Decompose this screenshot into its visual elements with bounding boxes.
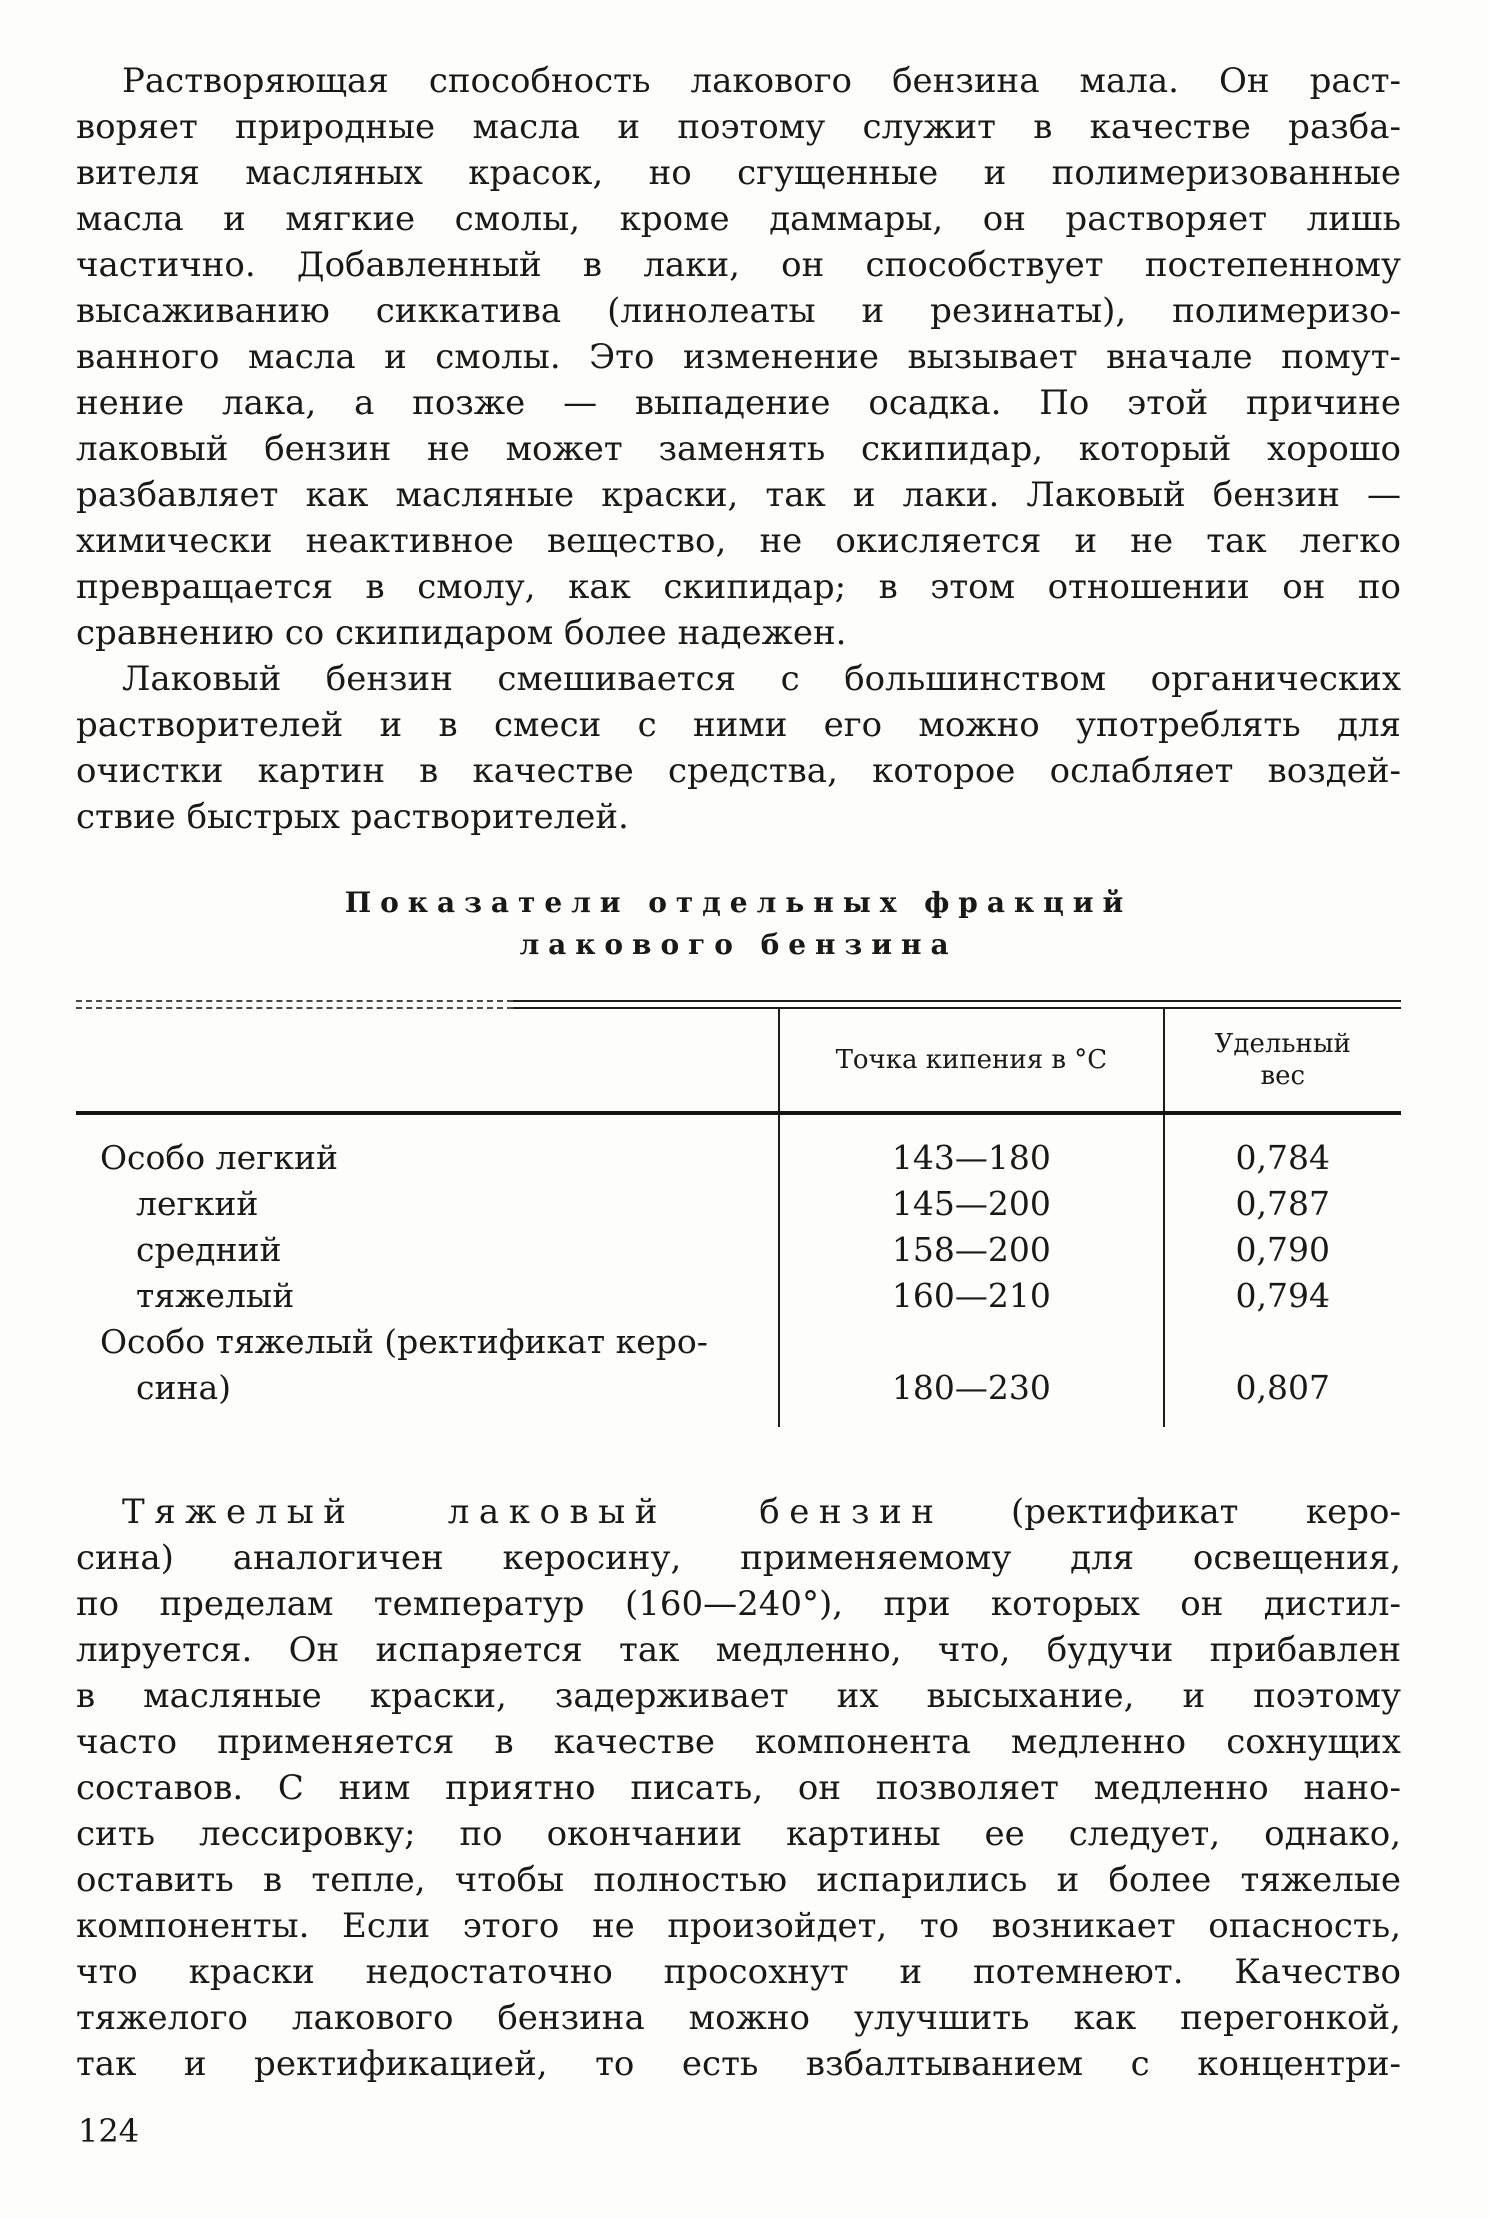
specific-gravity: 0,787 xyxy=(1163,1181,1402,1227)
text-line: воряет природные масла и поэтому служит в качестве разба- xyxy=(76,107,1401,147)
rule-segment xyxy=(76,1000,513,1009)
page-number: 124 xyxy=(78,2112,140,2150)
table-row xyxy=(76,1115,1401,1181)
text-line: ствие быстрых растворителей. xyxy=(76,797,629,837)
boiling-range: 180—230 xyxy=(778,1319,1162,1427)
text-line: сравнению со скипидаром более надежен. xyxy=(76,613,847,653)
row-label: легкий xyxy=(136,1184,259,1223)
text-line: высаживанию сиккатива (линолеаты и резинаты), полимеризо- xyxy=(76,291,1401,331)
table-title-line2: лакового бензина xyxy=(519,928,958,961)
spaced-emphasis: Тяжелый лаковый бензин xyxy=(122,1492,944,1532)
table-body xyxy=(76,1115,1401,1427)
text-line: компоненты. Если этого не произойдет, то возникает опасность, xyxy=(76,1906,1401,1946)
text-line: разбавляет как масляные краски, так и лаки. Лаковый бензин — xyxy=(76,475,1401,515)
text-line: оставить в тепле, чтобы полностью испарились и более тяжелые xyxy=(76,1860,1401,1900)
table-title xyxy=(76,882,1401,966)
text-line: химически неактивное вещество, не окисляется и не так легко xyxy=(76,521,1401,561)
text-line: что краски недостаточно просохнут и потемнеют. Качество xyxy=(76,1952,1401,1992)
fractions-table xyxy=(76,1000,1401,1427)
text-line: часто применяется в качестве компонента медленно сохнущих xyxy=(76,1722,1401,1762)
table-row xyxy=(76,1319,1401,1427)
table-header-row xyxy=(76,1009,1401,1111)
row-label-line1: Особо тяжелый (ректификат керо- xyxy=(100,1322,708,1361)
paragraph-heavy-benzine xyxy=(76,1489,1401,2087)
rule-segment xyxy=(513,1000,1401,1009)
table-top-rule xyxy=(76,1000,1401,1009)
paragraph-mixing xyxy=(76,656,1401,840)
text-line: превращается в смолу, как скипидар; в этом отношении он по xyxy=(76,567,1401,607)
row-label: средний xyxy=(136,1230,282,1269)
specific-gravity: 0,807 xyxy=(1163,1319,1402,1427)
table-row xyxy=(76,1181,1401,1227)
text-line: составов. С ним приятно писать, он позволяет медленно нано- xyxy=(76,1768,1401,1808)
text-line: тяжелого лакового бензина можно улучшить как перегонкой, xyxy=(76,1998,1401,2038)
table-row xyxy=(76,1227,1401,1273)
row-label: Особо легкий xyxy=(100,1138,339,1177)
specific-gravity: 0,784 xyxy=(1163,1115,1402,1181)
table-title-line1: Показатели отдельных фракций xyxy=(344,886,1133,919)
text-run: (ректификат керо- xyxy=(943,1492,1402,1532)
column-header-boiling-point: Точка кипения в °С xyxy=(778,1009,1162,1111)
text-line: растворителей и в смеси с ними его можно употреблять для xyxy=(76,705,1401,745)
text-line: сить лессировку; по окончании картины ее следует, однако, xyxy=(76,1814,1401,1854)
text-line: лаковый бензин не может заменять скипидар, который хорошо xyxy=(76,429,1401,469)
boiling-range: 143—180 xyxy=(778,1115,1162,1181)
text-line: масла и мягкие смолы, кроме даммары, он растворяет лишь xyxy=(76,199,1401,239)
text-line: по пределам температур (160—240°), при которых он дистил- xyxy=(76,1584,1401,1624)
boiling-range: 145—200 xyxy=(778,1181,1162,1227)
text-line xyxy=(76,1489,1401,1535)
text-line: Растворяющая способность лакового бензина мала. Он раст- xyxy=(122,61,1401,101)
text-line: в масляные краски, задерживает их высыхание, и поэтому xyxy=(76,1676,1401,1716)
table-row xyxy=(76,1273,1401,1319)
row-label xyxy=(76,1319,778,1427)
text-line: ванного масла и смолы. Это изменение вызывает вначале помут- xyxy=(76,337,1401,377)
text-line: Лаковый бензин смешивается с большинством органических xyxy=(122,659,1401,699)
text-line: сина) аналогичен керосину, применяемому для освещения, xyxy=(76,1538,1401,1578)
text-line: частично. Добавленный в лаки, он способствует постепенному xyxy=(76,245,1401,285)
specific-gravity: 0,794 xyxy=(1163,1273,1402,1319)
row-label: тяжелый xyxy=(136,1276,295,1315)
text-line: очистки картин в качестве средства, которое ослабляет воздей- xyxy=(76,751,1401,791)
row-label-line2: сина) xyxy=(136,1368,232,1407)
text-line: так и ректификацией, то есть взбалтыванием с концентри- xyxy=(76,2044,1401,2084)
text-line: лируется. Он испаряется так медленно, что, будучи прибавлен xyxy=(76,1630,1401,1670)
paragraph-solvency xyxy=(76,58,1401,656)
boiling-range: 160—210 xyxy=(778,1273,1162,1319)
specific-gravity: 0,790 xyxy=(1163,1227,1402,1273)
text-line: вителя масляных красок, но сгущенные и полимеризованные xyxy=(76,153,1401,193)
header-line: вес xyxy=(1260,1061,1306,1091)
boiling-range: 158—200 xyxy=(778,1227,1162,1273)
text-line: нение лака, а позже — выпадение осадка. По этой причине xyxy=(76,383,1401,423)
header-line: Удельный xyxy=(1214,1029,1351,1059)
column-header-fraction xyxy=(76,1009,778,1111)
column-header-specific-gravity xyxy=(1163,1009,1402,1111)
